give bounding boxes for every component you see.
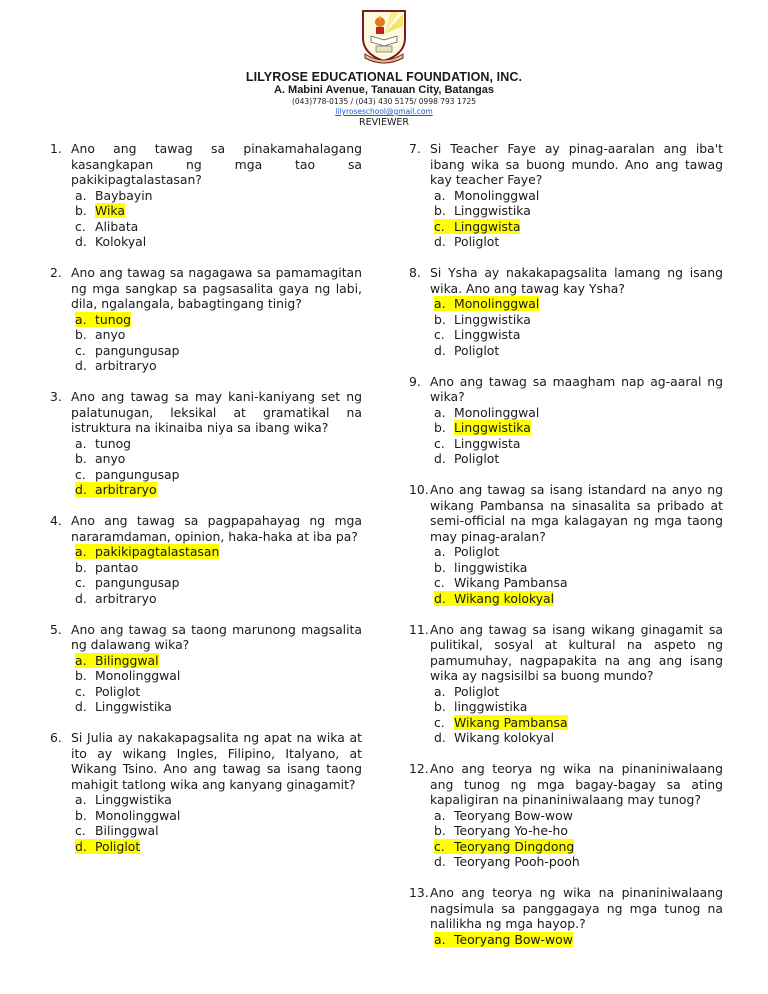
option-text: Teoryang Yo-he-ho — [454, 823, 568, 838]
answer-option — [71, 343, 362, 359]
option-text: Teoryang Dingdong — [454, 838, 575, 854]
answer-option — [430, 451, 723, 467]
option-text: Linggwistika — [454, 420, 531, 435]
option-letter: d. — [75, 482, 87, 497]
option-letter: b. — [75, 327, 87, 342]
option-letter: d. — [434, 730, 446, 745]
question-text: Ano ang tawag sa pinakamahalagang kasangkapan ng mga tao sa pakikipagtalastasan? — [71, 141, 362, 187]
question-number: 9. — [409, 373, 421, 389]
option-letter: c. — [434, 327, 445, 342]
option-text: Poliglot — [454, 451, 500, 466]
option-letter: c. — [75, 218, 86, 234]
answer-options — [71, 544, 362, 606]
question-number: 11. — [409, 621, 429, 637]
option-text: pangungusap — [95, 342, 180, 358]
question-text: Ano ang teorya ng wika na pinaniniwalaang nagsimula sa panggagaya ng mga tunog na nalilikha ng mga hayop.? — [430, 885, 723, 931]
option-letter: a. — [75, 544, 87, 559]
answer-option-correct — [430, 839, 723, 855]
option-text: pantao — [95, 559, 139, 575]
answer-option — [430, 575, 723, 591]
question-text: Si Julia ay nakakapagsalita ng apat na wika at ito ay wikang Ingles, Filipino, Italyano, at Wikang Tsino. Ano ang tawag sa isang taong mahigit tatlong wika ang kanyang ginagamit? — [71, 730, 362, 792]
option-letter: d. — [75, 590, 87, 606]
option-text: linggwistika — [454, 559, 528, 575]
organization-name: LILYROSE EDUCATIONAL FOUNDATION, INC. — [245, 70, 523, 84]
option-text: Wikang kolokyal — [454, 730, 555, 745]
option-text: Linggwistika — [95, 792, 172, 807]
option-text: Poliglot — [454, 342, 500, 358]
option-text: arbitraryo — [95, 590, 157, 606]
question-item — [50, 141, 362, 250]
option-letter: b. — [434, 559, 446, 575]
question-number: 7. — [409, 141, 421, 156]
answer-option-correct — [71, 203, 362, 219]
option-letter: a. — [434, 404, 446, 420]
question-item — [409, 761, 723, 870]
answer-options — [71, 436, 362, 498]
option-text: Kolokyal — [95, 234, 147, 249]
option-letter: b. — [434, 311, 446, 327]
question-text: Ano ang tawag sa pagpapahayag ng mga nararamdaman, opinion, haka-haka at iba pa? — [71, 513, 362, 544]
option-letter: b. — [434, 823, 446, 838]
answer-option — [71, 560, 362, 576]
option-letter: c. — [75, 823, 86, 838]
answer-option — [430, 203, 723, 219]
option-letter: b. — [75, 668, 87, 683]
answer-option — [71, 451, 362, 467]
answer-options — [430, 188, 723, 250]
option-text: tunog — [95, 435, 132, 451]
question-item — [409, 374, 723, 467]
option-letter: a. — [75, 187, 87, 203]
question-item — [50, 389, 362, 498]
answer-option-correct — [430, 932, 723, 948]
question-text: Ano ang tawag sa nagagawa sa pamamagitan ng mga sangkap sa pagsasalita gaya ng labi, dila, ngalangala, babagtingang tinig? — [71, 265, 362, 311]
answer-option — [71, 684, 362, 700]
option-letter: c. — [75, 683, 86, 699]
answer-options — [430, 932, 723, 948]
school-crest-icon — [359, 8, 409, 64]
option-letter: d. — [434, 342, 446, 358]
option-text: Linggwista — [454, 435, 521, 451]
option-text: Linggwista — [454, 218, 521, 234]
answer-option-correct — [430, 420, 723, 436]
question-text: Si Teacher Faye ay pinag-aaralan ang iba't ibang wika sa buong mundo. Ano ang tawag kay teacher Faye? — [430, 141, 723, 187]
option-letter: c. — [434, 838, 445, 854]
question-text: Ano ang teorya ng wika na pinaniniwalaang ang tunog ng mga bagay-bagay sa ating kapaligiran na pinaniniwalaang may tunog? — [430, 761, 723, 807]
question-number: 1. — [50, 141, 62, 156]
option-text: Poliglot — [454, 544, 500, 559]
option-text: Wikang Pambansa — [454, 714, 568, 730]
option-text: Poliglot — [454, 683, 500, 699]
option-text: Teoryang Bow-wow — [454, 807, 573, 823]
option-text: Wikang kolokyal — [454, 590, 555, 606]
option-text: Monolinggwal — [95, 807, 181, 823]
question-item — [50, 513, 362, 606]
answer-options — [71, 188, 362, 250]
answer-option — [430, 730, 723, 746]
option-letter: c. — [75, 466, 86, 482]
option-text: tunog — [95, 311, 132, 327]
question-item — [409, 265, 723, 358]
phone-numbers: (043)778-0135 / (043) 430 5175/ 0998 793 1725 — [291, 97, 477, 106]
option-letter: c. — [75, 342, 86, 358]
answer-option-correct — [430, 715, 723, 731]
option-text: Linggwista — [454, 327, 521, 342]
option-letter: a. — [434, 187, 446, 203]
document-header — [0, 8, 768, 128]
option-text: Poliglot — [95, 838, 141, 854]
option-text: pangungusap — [95, 466, 180, 482]
answer-option — [430, 544, 723, 560]
document-title: REVIEWER — [359, 117, 409, 128]
option-letter: a. — [434, 544, 446, 559]
answer-options — [430, 544, 723, 606]
answer-option-correct — [71, 544, 362, 560]
option-text: Alibata — [95, 218, 139, 234]
answer-option — [71, 234, 362, 250]
answer-option — [430, 312, 723, 328]
option-text: Teoryang Bow-wow — [454, 931, 573, 947]
option-letter: b. — [434, 699, 446, 714]
answer-option-correct — [71, 482, 362, 498]
option-text: Monolinggwal — [454, 296, 540, 311]
option-text: pangungusap — [95, 575, 180, 590]
option-letter: b. — [75, 451, 87, 466]
left-question-column — [50, 141, 362, 870]
answer-option-correct — [430, 219, 723, 235]
option-letter: c. — [434, 435, 445, 451]
organization-address: A. Mabini Avenue, Tanauan City, Batangas — [273, 84, 495, 96]
option-letter: d. — [434, 451, 446, 466]
question-number: 5. — [50, 621, 62, 637]
option-letter: c. — [434, 714, 445, 730]
option-letter: d. — [75, 358, 87, 373]
option-text: Wikang Pambansa — [454, 575, 568, 590]
question-item — [50, 730, 362, 854]
answer-option-correct — [71, 839, 362, 855]
answer-option — [430, 327, 723, 343]
option-text: Wika — [95, 203, 125, 218]
question-number: 8. — [409, 265, 421, 280]
option-letter: d. — [434, 854, 446, 869]
question-text: Ano ang tawag sa isang wikang ginagamit sa pulitikal, sosyal at kultural na aspeto ng pamumuhay, nagpapakita na ang ang isang wika ay nagsisilbi sa buong mundo? — [430, 621, 723, 683]
answer-option — [71, 792, 362, 808]
option-text: Linggwistika — [454, 203, 531, 218]
answer-options — [430, 684, 723, 746]
answer-option-correct — [71, 312, 362, 328]
answer-options — [430, 296, 723, 358]
option-text: Bilinggwal — [95, 652, 159, 668]
option-letter: a. — [75, 652, 87, 668]
option-letter: a. — [75, 792, 87, 807]
option-letter: b. — [75, 559, 87, 575]
option-text: Poliglot — [95, 683, 141, 699]
answer-option — [430, 854, 723, 870]
answer-option — [430, 188, 723, 204]
answer-options — [71, 792, 362, 854]
option-text: arbitraryo — [95, 482, 157, 497]
question-item — [50, 622, 362, 715]
option-letter: b. — [75, 203, 87, 218]
option-text: linggwistika — [454, 699, 528, 714]
question-item — [50, 265, 362, 374]
option-letter: d. — [75, 234, 87, 249]
question-text: Ano ang tawag sa isang istandard na anyo ng wikang Pambansa na sinasalita sa pribado at semi-official na mga kalagayan ng mga taong may pinag-aralan? — [430, 482, 723, 544]
option-text: Linggwistika — [454, 311, 531, 327]
question-number: 2. — [50, 265, 62, 280]
option-letter: d. — [75, 699, 87, 714]
answer-option — [71, 668, 362, 684]
question-item — [409, 885, 723, 947]
option-letter: d. — [434, 234, 446, 249]
option-text: arbitraryo — [95, 358, 157, 373]
question-text: Ano ang tawag sa taong marunong magsalita ng dalawang wika? — [71, 621, 362, 652]
question-number: 3. — [50, 389, 62, 404]
answer-option — [430, 405, 723, 421]
question-number: 6. — [50, 730, 62, 745]
option-letter: b. — [75, 807, 87, 823]
option-letter: b. — [434, 203, 446, 218]
answer-option — [430, 343, 723, 359]
option-letter: b. — [434, 420, 446, 435]
answer-option-correct — [71, 653, 362, 669]
question-number: 10. — [409, 482, 429, 497]
option-letter: c. — [75, 575, 86, 590]
answer-option — [430, 699, 723, 715]
question-text: Ano ang tawag sa may kani-kaniyang set ng palatunugan, leksikal at gramatikal na istruktura na ikinaiba niya sa ibang wika? — [71, 389, 362, 435]
answer-option — [71, 467, 362, 483]
answer-option — [430, 234, 723, 250]
answer-option — [71, 327, 362, 343]
option-text: Poliglot — [454, 234, 500, 249]
answer-option — [430, 560, 723, 576]
answer-option — [71, 188, 362, 204]
option-letter: d. — [434, 590, 446, 606]
option-letter: c. — [434, 218, 445, 234]
option-letter: a. — [434, 931, 446, 947]
answer-option-correct — [430, 296, 723, 312]
option-text: Monolinggwal — [95, 668, 181, 683]
option-letter: a. — [434, 683, 446, 699]
option-letter: a. — [75, 435, 87, 451]
option-text: anyo — [95, 451, 126, 466]
answer-option — [430, 684, 723, 700]
option-text: Baybayin — [95, 187, 153, 203]
answer-options — [71, 312, 362, 374]
answer-options — [71, 653, 362, 715]
answer-option — [430, 436, 723, 452]
question-text: Ano ang tawag sa maagham nap ag-aaral ng wika? — [430, 373, 723, 404]
question-item — [409, 141, 723, 250]
answer-option — [430, 808, 723, 824]
option-letter: a. — [75, 311, 87, 327]
right-question-column — [409, 141, 723, 963]
option-letter: a. — [434, 807, 446, 823]
option-text: Linggwistika — [95, 699, 172, 714]
option-letter: d. — [75, 838, 87, 854]
question-number: 4. — [50, 513, 62, 528]
question-item — [409, 482, 723, 606]
answer-option-correct — [430, 591, 723, 607]
answer-options — [430, 808, 723, 870]
answer-option — [71, 219, 362, 235]
question-text: Si Ysha ay nakakapagsalita lamang ng isang wika. Ano ang tawag kay Ysha? — [430, 265, 723, 296]
answer-option — [71, 591, 362, 607]
option-letter: c. — [434, 575, 445, 590]
option-text: Monolinggwal — [454, 187, 540, 203]
question-number: 12. — [409, 761, 429, 776]
option-text: Bilinggwal — [95, 823, 159, 838]
question-item — [409, 622, 723, 746]
answer-option — [71, 436, 362, 452]
answer-option — [71, 575, 362, 591]
option-text: Teoryang Pooh-pooh — [454, 854, 580, 869]
option-text: anyo — [95, 327, 126, 342]
answer-option — [71, 808, 362, 824]
option-letter: a. — [434, 296, 446, 311]
answer-options — [430, 405, 723, 467]
question-number: 13. — [409, 885, 429, 900]
answer-option — [430, 823, 723, 839]
answer-option — [71, 699, 362, 715]
option-text: pakikipagtalastasan — [95, 544, 220, 559]
answer-option — [71, 358, 362, 374]
email-link[interactable]: lilyroseschool@gmail.com — [335, 107, 433, 116]
option-text: Monolinggwal — [454, 404, 540, 420]
answer-option — [71, 823, 362, 839]
